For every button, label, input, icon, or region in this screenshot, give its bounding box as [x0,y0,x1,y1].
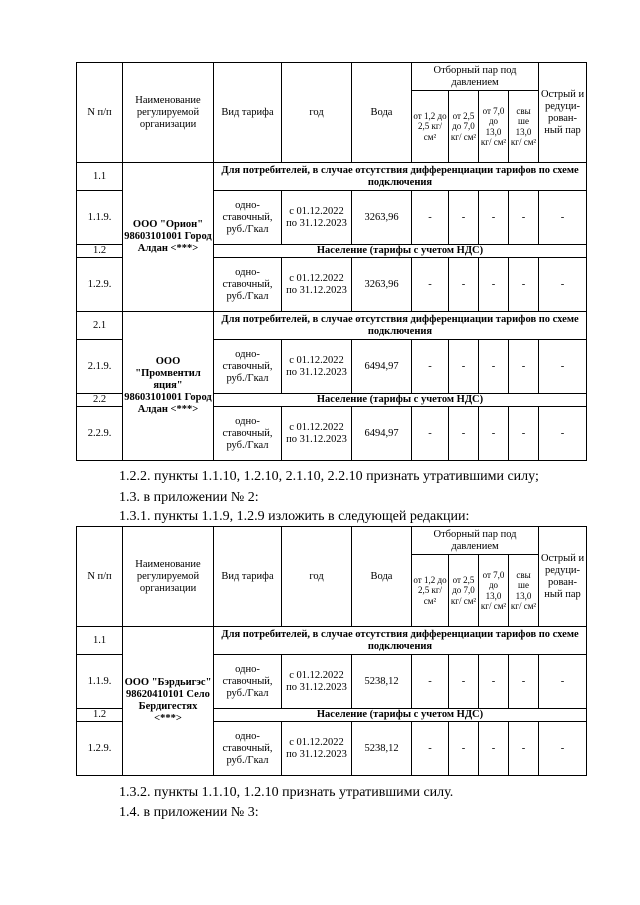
col-header-steam-3: от 7,0 до 13,0 кг/ см² [479,91,509,163]
dash-cell: - [539,655,587,709]
col-header-steam-4: свы ше 13,0 кг/ см² [509,555,539,627]
section-consumers: Для потребителей, в случае отсутствия дифференциации тарифов по схеме подключения [214,312,587,340]
dash-cell: - [412,340,449,394]
row-number: 1.1 [77,627,123,655]
row-number: 2.1 [77,312,123,340]
row-number: 1.2.9. [77,722,123,776]
org-name: ООО "Бэрдьигэс" 98620410101 Село Бердигестях <***> [123,627,214,776]
row-number: 1.2 [77,245,123,258]
dash-cell: - [412,407,449,461]
dash-cell: - [479,655,509,709]
dash-cell: - [509,191,539,245]
dash-cell: - [509,258,539,312]
org-name: ООО "Промвентил яция" 98603101001 Город Алдан <***> [123,312,214,461]
col-header-steam-1: от 1,2 до 2,5 кг/ см² [412,91,449,163]
period: с 01.12.2022 по 31.12.2023 [282,340,352,394]
dash-cell: - [509,655,539,709]
water-value: 5238,12 [352,655,412,709]
row-number: 1.2.9. [77,258,123,312]
col-header-steam-group: Отборный пар под давлением [412,527,539,555]
dash-cell: - [412,655,449,709]
col-header-steam-4: свы ше 13,0 кг/ см² [509,91,539,163]
col-header-steam-group: Отборный пар под давлением [412,63,539,91]
section-population: Население (тарифы с учетом НДС) [214,709,587,722]
paragraph-1-3-2: 1.3.2. пункты 1.1.10, 1.2.10 признать утратившими силу. [119,785,454,800]
dash-cell: - [449,258,479,312]
tariff-type: одно- ставочный, руб./Гкал [214,407,282,461]
col-header-year: год [282,527,352,627]
col-header-steam-2: от 2,5 до 7,0 кг/ см² [449,555,479,627]
dash-cell: - [479,340,509,394]
water-value: 3263,96 [352,191,412,245]
dash-cell: - [412,722,449,776]
dash-cell: - [539,407,587,461]
period: с 01.12.2022 по 31.12.2023 [282,722,352,776]
dash-cell: - [479,258,509,312]
row-number: 1.1 [77,163,123,191]
water-value: 5238,12 [352,722,412,776]
paragraph-1-3: 1.3. в приложении № 2: [119,490,259,505]
col-header-tariff: Вид тарифа [214,527,282,627]
dash-cell: - [449,191,479,245]
dash-cell: - [449,407,479,461]
col-header-n: N п/п [77,63,123,163]
water-value: 3263,96 [352,258,412,312]
dash-cell: - [479,191,509,245]
tariff-type: одно- ставочный, руб./Гкал [214,340,282,394]
section-population: Население (тарифы с учетом НДС) [214,394,587,407]
paragraph-1-3-1: 1.3.1. пункты 1.1.9, 1.2.9 изложить в следующей редакции: [119,509,470,524]
period: с 01.12.2022 по 31.12.2023 [282,191,352,245]
water-value: 6494,97 [352,407,412,461]
section-consumers: Для потребителей, в случае отсутствия дифференциации тарифов по схеме подключения [214,627,587,655]
col-header-n: N п/п [77,527,123,627]
row-number: 2.2.9. [77,407,123,461]
col-header-year: год [282,63,352,163]
dash-cell: - [539,722,587,776]
row-number: 1.1.9. [77,655,123,709]
col-header-tariff: Вид тарифа [214,63,282,163]
dash-cell: - [539,340,587,394]
period: с 01.12.2022 по 31.12.2023 [282,258,352,312]
paragraph-1-2-2: 1.2.2. пункты 1.1.10, 1.2.10, 2.1.10, 2.2.10 признать утратившими силу; [119,469,539,484]
period: с 01.12.2022 по 31.12.2023 [282,655,352,709]
tariff-type: одно- ставочный, руб./Гкал [214,722,282,776]
col-header-org: Наименование регулируемой организации [123,527,214,627]
tariff-type: одно- ставочный, руб./Гкал [214,191,282,245]
dash-cell: - [539,191,587,245]
row-number: 2.2 [77,394,123,407]
col-header-steam-3: от 7,0 до 13,0 кг/ см² [479,555,509,627]
dash-cell: - [509,722,539,776]
row-number: 2.1.9. [77,340,123,394]
row-number: 1.1.9. [77,191,123,245]
col-header-sharp-steam: Острый и редуци- рован- ный пар [539,63,587,163]
period: с 01.12.2022 по 31.12.2023 [282,407,352,461]
tariff-table-2 [76,526,587,776]
col-header-sharp-steam: Острый и редуци- рован- ный пар [539,527,587,627]
section-consumers: Для потребителей, в случае отсутствия дифференциации тарифов по схеме подключения [214,163,587,191]
tariff-type: одно- ставочный, руб./Гкал [214,655,282,709]
col-header-water: Вода [352,527,412,627]
dash-cell: - [509,407,539,461]
dash-cell: - [449,340,479,394]
dash-cell: - [479,407,509,461]
tariff-type: одно- ставочный, руб./Гкал [214,258,282,312]
water-value: 6494,97 [352,340,412,394]
col-header-steam-1: от 1,2 до 2,5 кг/ см² [412,555,449,627]
dash-cell: - [412,258,449,312]
paragraph-1-4: 1.4. в приложении № 3: [119,805,259,820]
dash-cell: - [539,258,587,312]
dash-cell: - [479,722,509,776]
tariff-table-1 [76,62,587,461]
dash-cell: - [509,340,539,394]
dash-cell: - [449,655,479,709]
org-name: ООО "Орион" 98603101001 Город Алдан <***> [123,163,214,312]
row-number: 1.2 [77,709,123,722]
col-header-water: Вода [352,63,412,163]
col-header-org: Наименование регулируемой организации [123,63,214,163]
dash-cell: - [449,722,479,776]
dash-cell: - [412,191,449,245]
section-population: Население (тарифы с учетом НДС) [214,245,587,258]
col-header-steam-2: от 2,5 до 7,0 кг/ см² [449,91,479,163]
